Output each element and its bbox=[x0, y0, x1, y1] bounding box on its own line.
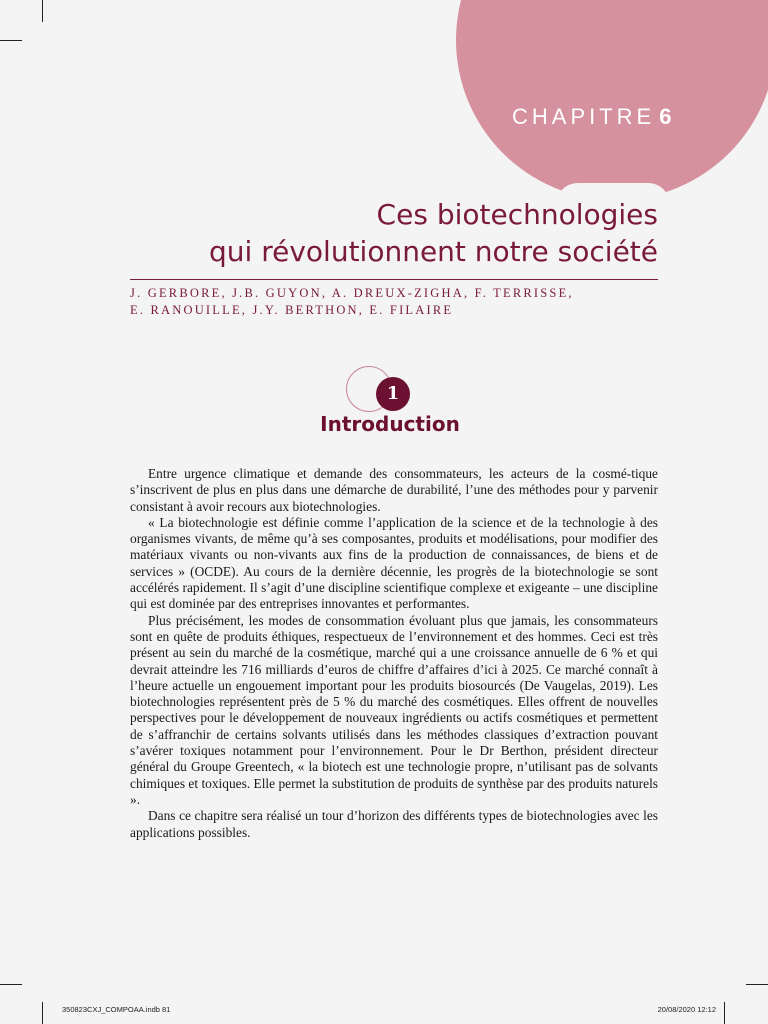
paragraph: Plus précisément, les modes de consommation évoluant plus que jamais, les consommateurs sont en quête de produits éthiques, respectueux de l’environnement et des hommes. Ceci est très présent au sein du marché de la cosmétique, marché qui a une croissance annuelle de 6 % et qui devrait atteindre les 716 milliards d’euros de chiffre d’affaires d’ici à 2025. Ce marché connaît à l’heure actuelle un engouement important pour les produits biosourcés (De Vaugelas, 2019). Les biotechnologies représentent près de 5 % du marché des cosmétiques. Elles offrent de nouvelles perspectives pour le développement de nouveaux ingrédients ou actifs cosmétiques et permettent de s’affranchir de certains solvants utilisés dans les méthodes classiques d’extraction pouvant s’avérer toxiques notamment pour l’environnement. Pour le Dr Berthon, président directeur général du Groupe Greentech, « la biotech est une technologie propre, n’utilisant pas de solvants chimiques et toxiques. Elle permet la substitution de produits de synthèse par des produits naturels ». bbox=[130, 612, 658, 807]
chapter-title-line-2: qui révolutionnent notre société bbox=[209, 235, 658, 268]
footer-file-slug: 350823CXJ_COMPOAA.indb 81 bbox=[62, 1005, 171, 1014]
crop-mark-top-left-h bbox=[0, 40, 22, 41]
crop-mark-top-left-v bbox=[42, 0, 43, 22]
footer-timestamp: 20/08/2020 12:12 bbox=[657, 1005, 716, 1014]
crop-mark-bottom-left-h bbox=[0, 984, 22, 985]
authors-line-1: J. GERBORE, J.B. GUYON, A. DREUX-ZIGHA, F. TERRISSE, bbox=[130, 286, 574, 300]
chapter-word: CHAPITRE bbox=[512, 104, 656, 129]
chapter-title-line-1: Ces biotechnologies bbox=[376, 198, 658, 231]
crop-mark-bottom-left-v bbox=[42, 1002, 43, 1024]
crop-mark-bottom-right-v bbox=[724, 1002, 725, 1024]
title-rule bbox=[130, 279, 658, 280]
section-title: Introduction bbox=[320, 412, 460, 436]
paragraph: Dans ce chapitre sera réalisé un tour d’horizon des différents types de biotechnologies avec les applications possibles. bbox=[130, 808, 658, 840]
authors-line-2: E. RANOUILLE, J.Y. BERTHON, E. FILAIRE bbox=[130, 303, 454, 317]
body-text bbox=[130, 466, 658, 841]
section-number-badge: 1 bbox=[376, 377, 410, 411]
paragraph: Entre urgence climatique et demande des consommateurs, les acteurs de la cosmé-tique s’inscrivent de plus en plus dans une démarche de durabilité, l’une des méthodes pour y parvenir consistant à avoir recours aux biotechnologies. bbox=[130, 466, 658, 514]
crop-mark-bottom-right-h bbox=[746, 984, 768, 985]
authors bbox=[130, 285, 650, 319]
chapter-number: 6 bbox=[659, 104, 672, 129]
chapter-circle-decoration bbox=[456, 0, 768, 200]
paragraph: « La biotechnologie est définie comme l’application de la science et de la technologie à des organismes vivants, de même qu’à ses composantes, produits et modélisations, pour modifier des matériaux vivants ou non-vivants aux fins de la production de connaissances, de biens et de services » (OCDE). Au cours de la dernière décennie, les progrès de la biotechnologie se sont accélérés rapidement. Il s’agit d’une discipline scientifique complexe et exigeante – une discipline qui est dominée par des entreprises innovantes et performantes. bbox=[130, 514, 658, 612]
chapter-label bbox=[512, 104, 712, 130]
chapter-title bbox=[120, 196, 658, 270]
